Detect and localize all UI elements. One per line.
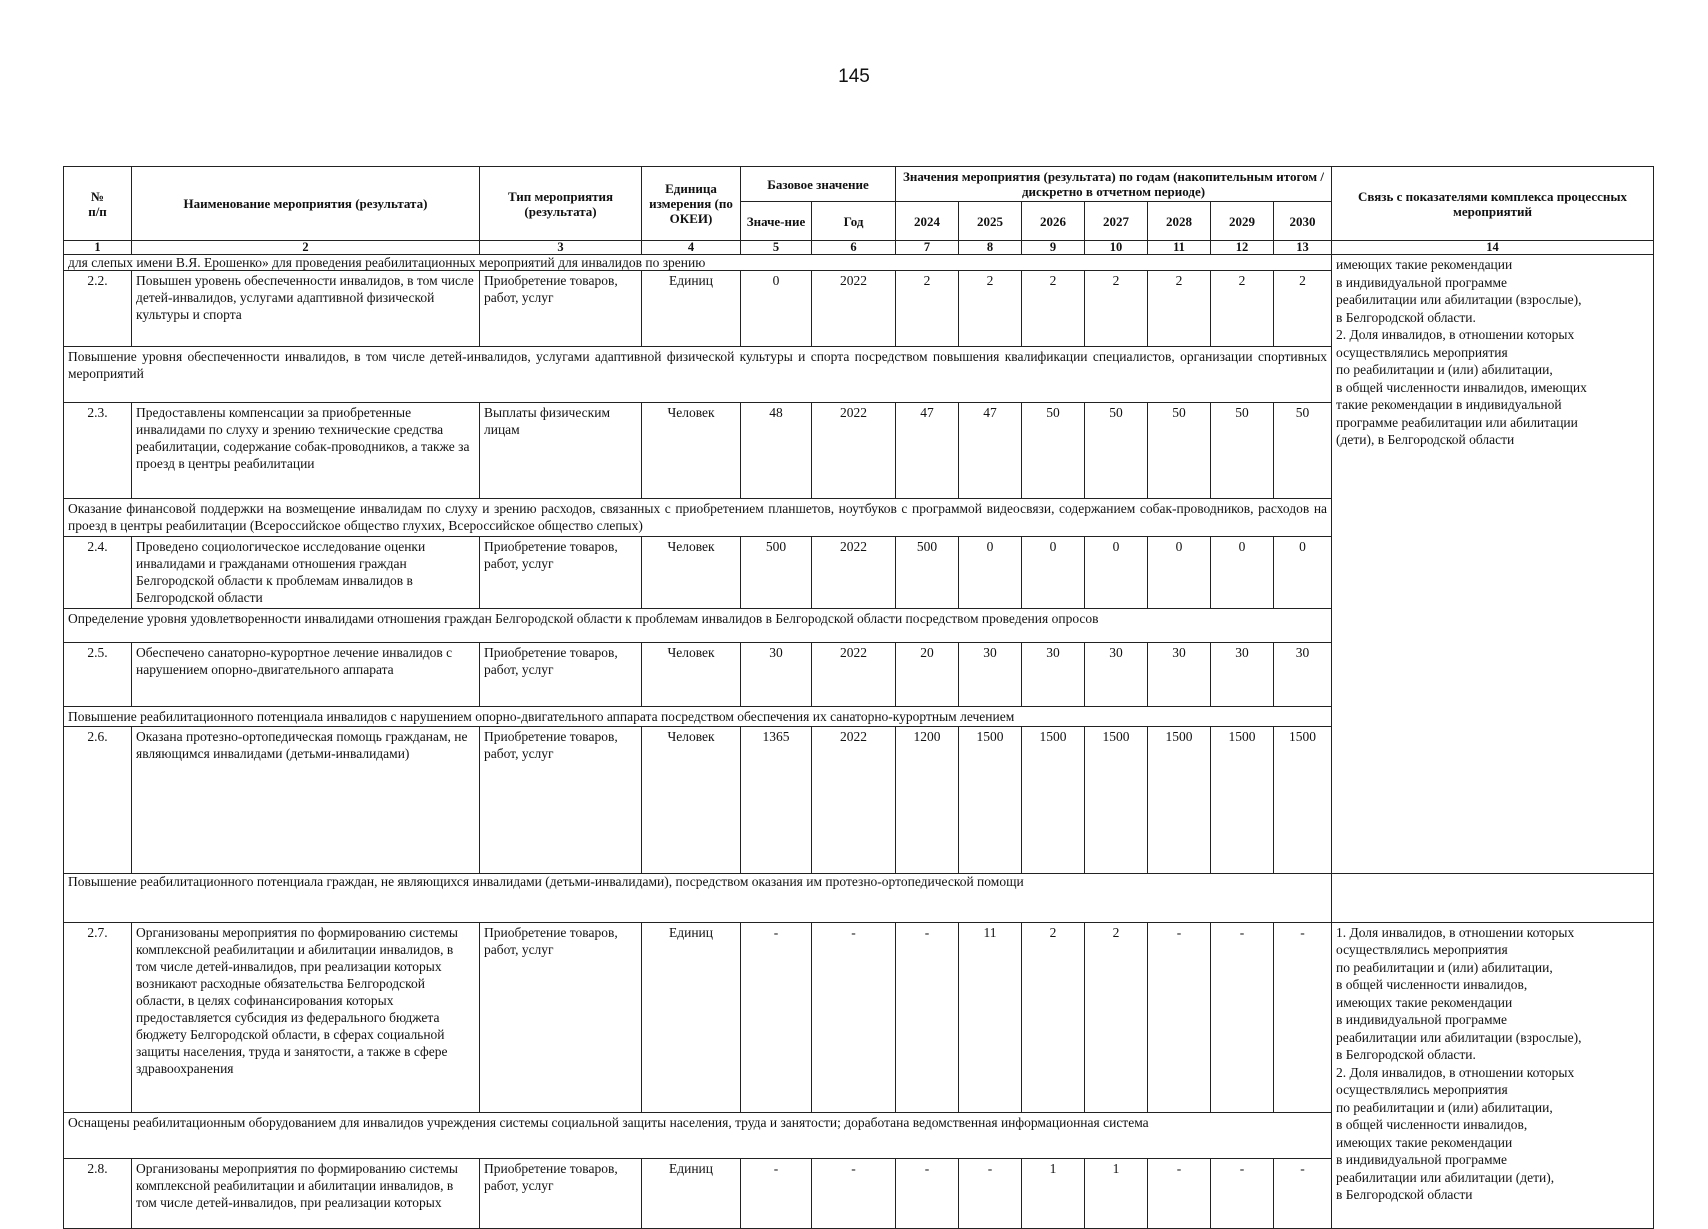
relation-line: 2. Доля инвалидов, в отношении которых — [1336, 327, 1575, 342]
row-name: Организованы мероприятия по формированию системы комплексной реабилитации и абилитации инвалидов, в том числе детей-инвалидов, при реализации которых — [132, 1158, 480, 1228]
row-type: Приобретение товаров, работ, услуг — [480, 537, 642, 609]
row-value: 2 — [896, 271, 959, 347]
row-value: 0 — [1274, 537, 1332, 609]
row-value: 11 — [959, 922, 1022, 1112]
row-type: Выплаты физическим лицам — [480, 403, 642, 499]
relation-line: программе реабилитации или абилитации — [1336, 414, 1578, 430]
col-number: 2 — [132, 241, 480, 255]
row-value: 30 — [1211, 643, 1274, 707]
relation-line: реабилитации или абилитации (взрослые), — [1336, 292, 1582, 307]
relation-line: осуществлялись мероприятия — [1336, 1082, 1508, 1097]
relation-line: в общей численности инвалидов, — [1336, 1117, 1528, 1132]
row-base-value: 0 — [741, 271, 812, 347]
table-row — [64, 922, 1654, 1112]
row-unit: Человек — [642, 727, 741, 874]
row-value: 2 — [1085, 271, 1148, 347]
relation-cell-1 — [1332, 255, 1654, 874]
relation-line: 2. Доля инвалидов, в отношении которых — [1336, 1064, 1575, 1080]
row-value: 30 — [1022, 643, 1085, 707]
header-year: 2025 — [959, 202, 1022, 241]
relation-line: по реабилитации и (или) абилитации, — [1336, 362, 1553, 377]
row-value: 50 — [1274, 403, 1332, 499]
relation-line: в общей численности инвалидов, имеющих — [1336, 379, 1587, 395]
row-value: 47 — [959, 403, 1022, 499]
row-num: 2.5. — [64, 643, 132, 707]
row-name: Предоставлены компенсации за приобретенные инвалидами по слуху и зрению технические средства реабилитации, содержание собак-проводников, а также за проезд в центры реабилитации — [132, 403, 480, 499]
col-number: 1 — [64, 241, 132, 255]
row-value: 2 — [1022, 922, 1085, 1112]
relation-line: реабилитации или абилитации (дети), — [1336, 1169, 1555, 1185]
header-year: 2030 — [1274, 202, 1332, 241]
row-base-value: 48 — [741, 403, 812, 499]
row-num: 2.7. — [64, 922, 132, 1112]
row-description: Повышение реабилитационного потенциала инвалидов с нарушением опорно-двигательного аппарата посредством обеспечения их санаторно-курортным лечением — [64, 707, 1332, 727]
row-base-year: - — [812, 1158, 896, 1228]
relation-line: по реабилитации и (или) абилитации, — [1336, 1099, 1553, 1115]
row-value: 50 — [1085, 403, 1148, 499]
row-base-year: 2022 — [812, 643, 896, 707]
relation-line: 1. Доля инвалидов, в отношении которых — [1336, 924, 1575, 940]
row-base-value: 30 — [741, 643, 812, 707]
row-description: Повышение реабилитационного потенциала граждан, не являющихся инвалидами (детьми-инвалидами), посредством оказания им протезно-ортопедической помощи — [64, 873, 1332, 922]
row-value: - — [1211, 922, 1274, 1112]
row-value: 0 — [959, 537, 1022, 609]
header-base: Базовое значение — [741, 167, 896, 202]
row-unit: Единиц — [642, 922, 741, 1112]
row-value: - — [1148, 922, 1211, 1112]
row-type: Приобретение товаров, работ, услуг — [480, 922, 642, 1112]
row-value: 500 — [896, 537, 959, 609]
row-base-year: 2022 — [812, 727, 896, 874]
row-value: 2 — [959, 271, 1022, 347]
row-value: - — [896, 922, 959, 1112]
relation-cell-3 — [1332, 922, 1654, 1228]
row-value: - — [959, 1158, 1022, 1228]
row-value: 1500 — [1085, 727, 1148, 874]
row-value: - — [1148, 1158, 1211, 1228]
relation-line: в общей численности инвалидов, — [1336, 977, 1528, 992]
row-value: - — [1274, 922, 1332, 1112]
row-value: 1500 — [1148, 727, 1211, 874]
relation-line: по реабилитации и (или) абилитации, — [1336, 959, 1553, 975]
row-name: Проведено социологическое исследование оценки инвалидами и гражданами отношения граждан Белгородской области к проблемам инвалидов в Белгородской области — [132, 537, 480, 609]
row-value: 47 — [896, 403, 959, 499]
row-value: 1200 — [896, 727, 959, 874]
row-num: 2.3. — [64, 403, 132, 499]
relation-line: осуществлялись мероприятия — [1336, 942, 1508, 957]
row-value: 50 — [1148, 403, 1211, 499]
header-unit: Единица измерения (по ОКЕИ) — [642, 167, 741, 241]
row-value: 30 — [1148, 643, 1211, 707]
relation-line: в Белгородской области — [1336, 1187, 1473, 1202]
row-value: 50 — [1022, 403, 1085, 499]
row-value: 2 — [1274, 271, 1332, 347]
header-base-value: Значе-ние — [741, 202, 812, 241]
row-num: 2.8. — [64, 1158, 132, 1228]
row-type: Приобретение товаров, работ, услуг — [480, 727, 642, 874]
row-base-value: 1365 — [741, 727, 812, 874]
relation-line: в индивидуальной программе — [1336, 274, 1508, 290]
relation-line: имеющих такие рекомендации — [1336, 1134, 1513, 1150]
row-value: - — [1211, 1158, 1274, 1228]
row-name: Оказана протезно-ортопедическая помощь гражданам, не являющимся инвалидами (детьми-инвалидами) — [132, 727, 480, 874]
col-number: 7 — [896, 241, 959, 255]
row-base-value: - — [741, 922, 812, 1112]
continuation-text: для слепых имени В.Я. Ерошенко» для проведения реабилитационных мероприятий для инвалидов по зрению — [64, 255, 1332, 271]
col-number: 3 — [480, 241, 642, 255]
relation-line: в индивидуальной программе — [1336, 1012, 1508, 1027]
row-value: 1500 — [1022, 727, 1085, 874]
row-base-value: - — [741, 1158, 812, 1228]
row-base-year: 2022 — [812, 271, 896, 347]
relation-line: в Белгородской области. — [1336, 309, 1476, 325]
row-value: 30 — [959, 643, 1022, 707]
row-type: Приобретение товаров, работ, услуг — [480, 1158, 642, 1228]
row-base-year: 2022 — [812, 537, 896, 609]
row-base-year: - — [812, 922, 896, 1112]
row-name: Повышен уровень обеспеченности инвалидов, в том числе детей-инвалидов, услугами адаптивной физической культуры и спорта — [132, 271, 480, 347]
row-value: 20 — [896, 643, 959, 707]
row-value: 2 — [1211, 271, 1274, 347]
relation-line: реабилитации или абилитации (взрослые), — [1336, 1029, 1582, 1045]
row-value: 2 — [1085, 922, 1148, 1112]
col-number: 10 — [1085, 241, 1148, 255]
row-value: 2 — [1148, 271, 1211, 347]
row-value: 0 — [1211, 537, 1274, 609]
row-value: 50 — [1211, 403, 1274, 499]
row-unit: Человек — [642, 537, 741, 609]
header-base-year: Год — [812, 202, 896, 241]
row-description: Определение уровня удовлетворенности инвалидами отношения граждан Белгородской области к проблемам инвалидов в Белгородской области посредством проведения опросов — [64, 609, 1332, 643]
row-type: Приобретение товаров, работ, услуг — [480, 643, 642, 707]
header-year: 2026 — [1022, 202, 1085, 241]
row-value: 0 — [1022, 537, 1085, 609]
header-num: № п/п — [64, 167, 132, 241]
col-number: 11 — [1148, 241, 1211, 255]
col-number: 8 — [959, 241, 1022, 255]
header-years-title: Значения мероприятия (результата) по годам (накопительным итогом / дискретно в отчетном периоде) — [896, 167, 1332, 202]
header-year: 2029 — [1211, 202, 1274, 241]
row-value: 30 — [1274, 643, 1332, 707]
col-number: 6 — [812, 241, 896, 255]
header-year: 2027 — [1085, 202, 1148, 241]
relation-line: в Белгородской области. — [1336, 1047, 1476, 1062]
row-base-year: 2022 — [812, 403, 896, 499]
row-value: 0 — [1148, 537, 1211, 609]
col-number: 13 — [1274, 241, 1332, 255]
header-year: 2024 — [896, 202, 959, 241]
row-value: 30 — [1085, 643, 1148, 707]
row-value: 1500 — [959, 727, 1022, 874]
row-num: 2.2. — [64, 271, 132, 347]
header-name: Наименование мероприятия (результата) — [132, 167, 480, 241]
measures-table — [63, 166, 1654, 1229]
col-number: 5 — [741, 241, 812, 255]
row-type: Приобретение товаров, работ, услуг — [480, 271, 642, 347]
relation-line: имеющих такие рекомендации — [1336, 257, 1513, 272]
relation-line: имеющих такие рекомендации — [1336, 994, 1513, 1010]
row-num: 2.4. — [64, 537, 132, 609]
row-description: Оснащены реабилитационным оборудованием для инвалидов учреждения системы социальной защиты населения, труда и занятости; доработана ведомственная информационная система — [64, 1112, 1332, 1158]
row-name: Обеспечено санаторно-курортное лечение инвалидов с нарушением опорно-двигательного аппарата — [132, 643, 480, 707]
row-unit: Единиц — [642, 271, 741, 347]
row-value: 0 — [1085, 537, 1148, 609]
col-number: 4 — [642, 241, 741, 255]
col-number: 12 — [1211, 241, 1274, 255]
page-number: 145 — [838, 66, 870, 87]
row-value: 1500 — [1211, 727, 1274, 874]
row-description: Повышение уровня обеспеченности инвалидов, в том числе детей-инвалидов, услугами адаптивной физической культуры и спорта посредством повышения квалификации специалистов, организации спортивных мероприятий — [64, 347, 1332, 403]
header-year: 2028 — [1148, 202, 1211, 241]
row-value: - — [1274, 1158, 1332, 1228]
relation-line: такие рекомендации в индивидуальной — [1336, 397, 1562, 412]
header-relation: Связь с показателями комплекса процессных мероприятий — [1332, 167, 1654, 241]
row-unit: Человек — [642, 403, 741, 499]
row-unit: Единиц — [642, 1158, 741, 1228]
row-value: 1500 — [1274, 727, 1332, 874]
row-num: 2.6. — [64, 727, 132, 874]
relation-line: в индивидуальной программе — [1336, 1152, 1508, 1167]
column-numbers-row — [64, 241, 1654, 255]
row-value: - — [896, 1158, 959, 1228]
col-number: 14 — [1332, 241, 1654, 255]
row-unit: Человек — [642, 643, 741, 707]
row-name: Организованы мероприятия по формированию системы комплексной реабилитации и абилитации инвалидов, в том числе детей-инвалидов, при реализации которых возникают расходные обязательства Белгородской области, в целях софинансирования которых предоставляется субсидия из федерального бюджета бюджету Белгородской области, в сферах социальной защиты населения, труда и занятости, а также в сфере здравоохранения — [132, 922, 480, 1112]
row-value: 2 — [1022, 271, 1085, 347]
relation-line: осуществлялись мероприятия — [1336, 344, 1508, 360]
row-base-value: 500 — [741, 537, 812, 609]
row-description: Оказание финансовой поддержки на возмещение инвалидам по слуху и зрению расходов, связанных с приобретением планшетов, ноутбуков с программой видеосвязи, содержанием собак-проводников, расходов на проезд в центры реабилитации (Всероссийское общество глухих, Всероссийское общество слепых) — [64, 499, 1332, 537]
relation-line: (дети), в Белгородской области — [1336, 432, 1515, 447]
header-type: Тип мероприятия (результата) — [480, 167, 642, 241]
row-value: 1 — [1085, 1158, 1148, 1228]
col-number: 9 — [1022, 241, 1085, 255]
row-value: 1 — [1022, 1158, 1085, 1228]
